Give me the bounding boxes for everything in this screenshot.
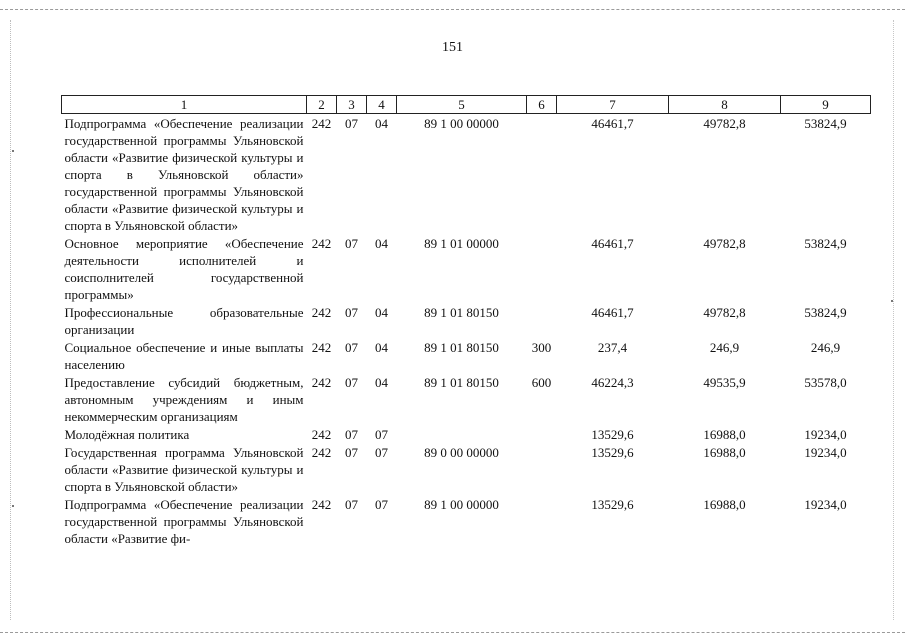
cell-col2: 242 bbox=[311, 375, 332, 390]
cell-col3: 07 bbox=[345, 305, 358, 320]
cell-col9: 53824,9 bbox=[804, 116, 847, 131]
cell-col4: 07 bbox=[375, 497, 388, 512]
cell-col8: 49782,8 bbox=[703, 116, 746, 131]
row-name: Профессиональные образовательные организации bbox=[64, 305, 304, 337]
cell-col8: 49535,9 bbox=[703, 375, 746, 390]
cell-col9: 53824,9 bbox=[804, 305, 847, 320]
row-name: Основное мероприятие «Обеспечение деятельности исполнителей и соисполнителей государственной программы» bbox=[64, 236, 304, 302]
cell-col4: 07 bbox=[375, 445, 388, 460]
cell-col5: 89 1 01 80150 bbox=[424, 375, 499, 390]
cell-col9: 246,9 bbox=[810, 340, 841, 355]
scan-edge-top bbox=[0, 9, 905, 11]
cell-col5: 89 1 01 80150 bbox=[424, 305, 499, 320]
cell-col7: 46461,7 bbox=[591, 305, 634, 320]
scan-edge-right bbox=[893, 20, 895, 620]
cell-col9: 19234,0 bbox=[804, 427, 847, 442]
scan-edge-bottom bbox=[0, 632, 905, 634]
table-row bbox=[62, 495, 871, 547]
cell-col7: 46461,7 bbox=[591, 116, 634, 131]
table-row bbox=[62, 425, 871, 443]
cell-col6 bbox=[527, 495, 557, 547]
table-row bbox=[62, 234, 871, 303]
cell-col2: 242 bbox=[311, 340, 332, 355]
cell-col8: 246,9 bbox=[709, 340, 740, 355]
page-number: 151 bbox=[442, 40, 463, 55]
col-header: 6 bbox=[527, 96, 557, 114]
cell-col6 bbox=[527, 303, 557, 338]
cell-col8: 16988,0 bbox=[703, 445, 746, 460]
cell-col5: 89 1 00 00000 bbox=[424, 497, 499, 512]
cell-col4: 04 bbox=[375, 236, 388, 251]
col-header: 3 bbox=[337, 96, 367, 114]
table-row bbox=[62, 303, 871, 338]
col-header: 1 bbox=[62, 96, 307, 114]
cell-col2: 242 bbox=[311, 445, 332, 460]
cell-col6 bbox=[527, 114, 557, 235]
row-name: Молодёжная политика bbox=[64, 427, 190, 442]
cell-col4: 04 bbox=[375, 116, 388, 131]
cell-col5: 89 0 00 00000 bbox=[424, 445, 499, 460]
col-header: 9 bbox=[781, 96, 871, 114]
row-name: Социальное обеспечение и иные выплаты населению bbox=[64, 340, 304, 372]
cell-col7: 46224,3 bbox=[591, 375, 634, 390]
scan-edge-left bbox=[10, 20, 12, 620]
cell-col3: 07 bbox=[345, 497, 358, 512]
col-header: 2 bbox=[307, 96, 337, 114]
cell-col7: 237,4 bbox=[597, 340, 628, 355]
col-header: 4 bbox=[367, 96, 397, 114]
cell-col4: 04 bbox=[375, 305, 388, 320]
cell-col6 bbox=[527, 234, 557, 303]
cell-col2: 242 bbox=[311, 497, 332, 512]
cell-col8: 16988,0 bbox=[703, 497, 746, 512]
cell-col3: 07 bbox=[345, 375, 358, 390]
col-header: 8 bbox=[669, 96, 781, 114]
budget-table bbox=[61, 95, 871, 547]
row-name: Предоставление субсидий бюджетным, автономным учреждениям и иным некоммерческим организациям bbox=[64, 375, 304, 424]
cell-col5: 89 1 00 00000 bbox=[424, 116, 499, 131]
cell-col3: 07 bbox=[345, 116, 358, 131]
cell-col6 bbox=[527, 443, 557, 495]
cell-col3: 07 bbox=[345, 236, 358, 251]
col-header: 7 bbox=[557, 96, 669, 114]
cell-col6: 600 bbox=[531, 375, 552, 390]
cell-col2: 242 bbox=[311, 427, 332, 442]
cell-col6 bbox=[527, 425, 557, 443]
table-row bbox=[62, 338, 871, 373]
cell-col7: 13529,6 bbox=[591, 445, 634, 460]
cell-col9: 19234,0 bbox=[804, 445, 847, 460]
scan-speck bbox=[12, 505, 14, 507]
cell-col7: 13529,6 bbox=[591, 497, 634, 512]
table-header-row bbox=[62, 96, 871, 114]
cell-col5: 89 1 01 00000 bbox=[424, 236, 499, 251]
table-row bbox=[62, 114, 871, 235]
cell-col3: 07 bbox=[345, 427, 358, 442]
table-row bbox=[62, 443, 871, 495]
col-header: 5 bbox=[397, 96, 527, 114]
cell-col5 bbox=[397, 425, 527, 443]
cell-col3: 07 bbox=[345, 445, 358, 460]
cell-col3: 07 bbox=[345, 340, 358, 355]
scan-speck bbox=[12, 150, 14, 152]
cell-col8: 16988,0 bbox=[703, 427, 746, 442]
cell-col4: 04 bbox=[375, 375, 388, 390]
cell-col2: 242 bbox=[311, 236, 332, 251]
row-name: Государственная программа Ульяновской области «Развитие физической культуры и спорта в Ульяновской области» bbox=[64, 445, 304, 494]
cell-col9: 19234,0 bbox=[804, 497, 847, 512]
row-name: Подпрограмма «Обеспечение реализации государственной программы Ульяновской области «Развитие фи- bbox=[64, 497, 304, 546]
cell-col6: 300 bbox=[531, 340, 552, 355]
cell-col7: 13529,6 bbox=[591, 427, 634, 442]
cell-col9: 53824,9 bbox=[804, 236, 847, 251]
cell-col5: 89 1 01 80150 bbox=[424, 340, 499, 355]
cell-col9: 53578,0 bbox=[804, 375, 847, 390]
cell-col8: 49782,8 bbox=[703, 236, 746, 251]
cell-col7: 46461,7 bbox=[591, 236, 634, 251]
table-row bbox=[62, 373, 871, 425]
cell-col2: 242 bbox=[311, 116, 332, 131]
cell-col8: 49782,8 bbox=[703, 305, 746, 320]
cell-col4: 07 bbox=[375, 427, 388, 442]
row-name: Подпрограмма «Обеспечение реализации государственной программы Ульяновской области «Развитие физической культуры и спорта в Ульяновской области» государственной программы Ульяновской области «Развитие физической культуры и спорта в Ульяновской области» bbox=[64, 116, 304, 233]
cell-col4: 04 bbox=[375, 340, 388, 355]
scan-speck bbox=[891, 300, 893, 302]
cell-col2: 242 bbox=[311, 305, 332, 320]
